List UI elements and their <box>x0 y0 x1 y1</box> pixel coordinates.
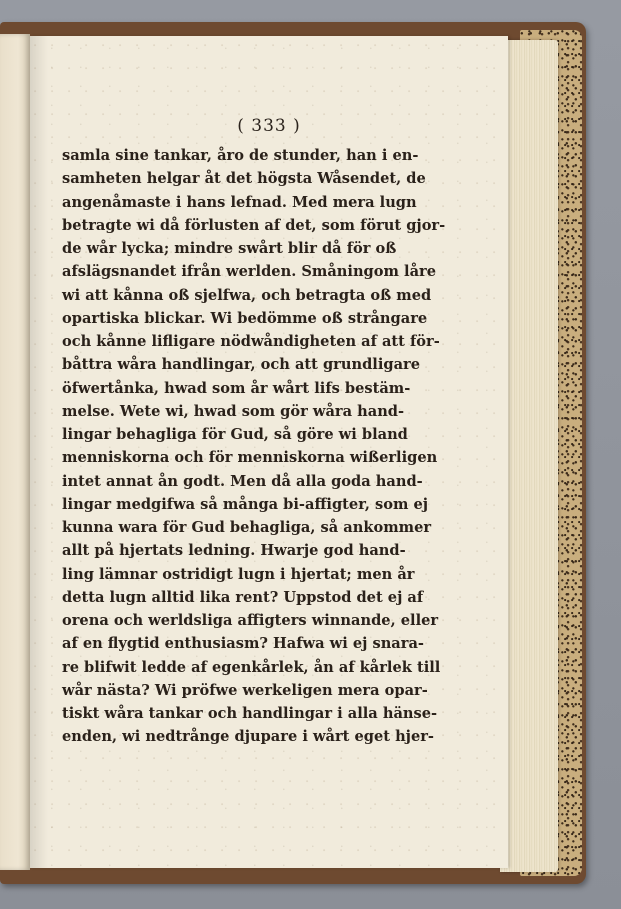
page-number: ( 333 ) <box>237 116 301 136</box>
page-edge-stack <box>500 40 558 872</box>
text-line: intet annat ån godt. Men då alla goda hand- <box>62 472 423 490</box>
text-line: samla sine tankar, åro de stunder, han i en- <box>62 147 419 164</box>
text-line: lingar behagliga för Gud, så göre wi bland <box>62 426 408 443</box>
text-line: ling lämnar ostridigt lugn i hjertat; men år <box>62 565 415 583</box>
text-line: tiskt wåra tankar och handlingar i alla hänse- <box>62 705 438 722</box>
text-line: opartiska blickar. Wi bedömme oß strångare <box>62 309 428 327</box>
text-line: allt på hjertats ledning. Hwarje god hand- <box>62 542 406 560</box>
text-line: kunna wara för Gud behagliga, så ankommer <box>62 519 432 536</box>
text-line: wi att kånna oß sjelfwa, och betragta oß med <box>62 286 432 304</box>
text-line: re blifwit ledde af egenkårlek, ån af kårlek till <box>62 658 441 676</box>
text-line: betragte wi då förlusten af det, som förut gjor- <box>62 216 446 234</box>
text-line: detta lugn alltid lika rent? Uppstod det ej af <box>62 588 424 606</box>
text-line: af en flygtid enthusiasm? Hafwa wi ej snara- <box>62 635 424 653</box>
text-line: lingar medgifwa så många bi-affigter, som ej <box>62 495 429 513</box>
text-line: de wår lycka; mindre swårt blir då för oß <box>62 240 397 257</box>
text-line: orena och werldsliga affigters winnande, eller <box>62 612 439 629</box>
text-line: angenåmaste i hans lefnad. Med mera lugn <box>62 193 417 211</box>
text-line: samheten helgar åt det högsta Wåsendet, de <box>62 170 426 188</box>
text-line: menniskorna och för menniskorna wißerligen <box>62 449 438 467</box>
facing-page-edge <box>0 34 30 870</box>
text-line: och kånne lifligare nödwåndigheten af att för- <box>62 333 440 350</box>
text-line: enden, wi nedtrånge djupare i wårt eget hjer- <box>62 728 434 746</box>
text-line: melse. Wete wi, hwad som gör wåra hand- <box>62 402 405 420</box>
body-text <box>62 144 446 749</box>
book-page <box>30 36 508 868</box>
text-line: wår nästa? Wi pröfwe werkeligen mera opar- <box>62 681 428 699</box>
text-line: afslägsnandet ifrån werlden. Småningom låre <box>62 263 436 281</box>
text-line: öfwertånka, hwad som år wårt lifs bestäm- <box>62 379 411 397</box>
text-line: båttra wåra handlingar, och att grundligare <box>62 356 421 374</box>
